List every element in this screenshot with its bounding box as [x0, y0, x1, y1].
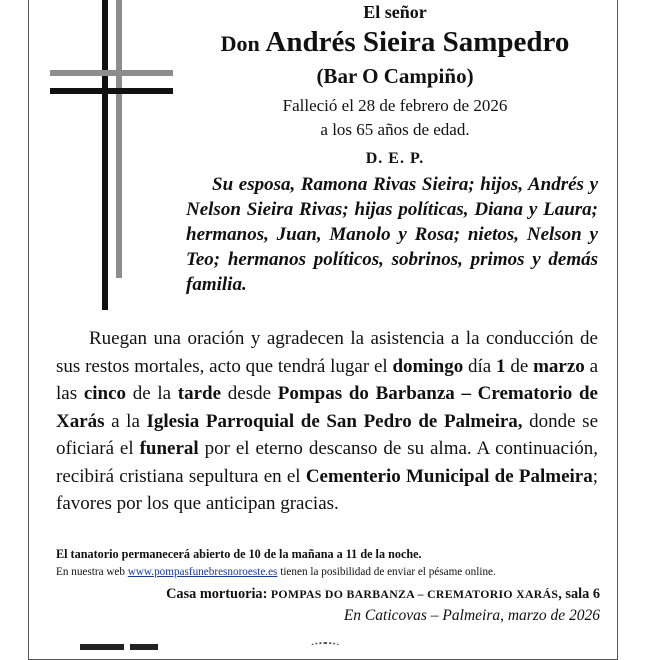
day-name: domingo	[392, 355, 464, 377]
day-number: 1	[496, 355, 506, 377]
ceremony-paragraph: Ruegan una oración y agradecen la asistencia a la conducción de sus restos mortales, acto que tendrá lugar el domingo día 1 de marzo a las cinco de la tarde desde Pompas do Barbanza – Crematorio de Xarás a la Iglesia Parroquial de San Pedro de Palmeira, donde se oficiará el funeral por el eterno descanso de su alma. A continuación, recibirá cristiana sepultura en el Cementerio Municipal de Palmeira; favores por los que anticipan gracias.	[56, 328, 598, 514]
dep-text: D. E. P.	[365, 150, 425, 167]
footer-logo-fragment	[80, 644, 124, 650]
age-text: a los 65 años de edad.	[320, 120, 470, 139]
time-of-day: tarde	[177, 383, 222, 404]
month-name: marzo	[533, 355, 585, 377]
church-name: Iglesia Parroquial de San Pedro de Palmeira,	[146, 410, 523, 432]
tanatorio-hours: El tanatorio permanecerá abierto de 10 de la mañana a 11 de la noche.	[56, 547, 422, 561]
hour-text: cinco	[83, 383, 127, 404]
full-name: Andrés Sieira Sampedro	[265, 26, 570, 58]
cross-vertical-black	[102, 0, 108, 310]
funeral-word: funeral	[139, 438, 199, 459]
footer-emblem-icon	[310, 642, 340, 650]
intro-text: El señor	[363, 2, 427, 22]
cemetery-name: Cementerio Municipal de Palmeira	[305, 465, 593, 487]
footer-logo-fragment-2	[130, 644, 158, 650]
death-date: Falleció el 28 de febrero de 2026	[282, 96, 508, 115]
cross-vertical-grey	[116, 0, 122, 278]
cross-horizontal-grey	[50, 70, 173, 76]
deceased-alias: (Bar O Campiño)	[316, 64, 474, 88]
web-condolences: En nuestra web www.pompasfunebresnoroeste.es tienen la posibilidad de enviar el pésame online.	[56, 566, 496, 578]
casa-place: POMPAS DO BARBANZA – CREMATORIO XARÁS	[270, 587, 559, 601]
family-list: Su esposa, Ramona Rivas Sieira; hijos, Andrés y Nelson Sieira Rivas; hijas políticas, Diana y Laura; hermanos, Juan, Manolo y Rosa; nietos, Nelson y Teo; hermanos políticos, sobrinos, primos y demás familia.	[186, 174, 598, 295]
casa-mortuoria: Casa mortuoria: POMPAS DO BARBANZA – CREMATORIO XARÁS, sala 6	[166, 586, 600, 602]
cross-horizontal-black	[50, 88, 173, 94]
honorific: Don	[220, 31, 260, 56]
place-date: En Caticovas – Palmeira, marzo de 2026	[343, 607, 600, 624]
deceased-name	[180, 26, 610, 59]
website-link[interactable]: www.pompasfunebresnoroeste.es	[127, 566, 278, 578]
origin-place: Pompas do Barbanza – Crematorio de Xarás	[56, 383, 598, 432]
